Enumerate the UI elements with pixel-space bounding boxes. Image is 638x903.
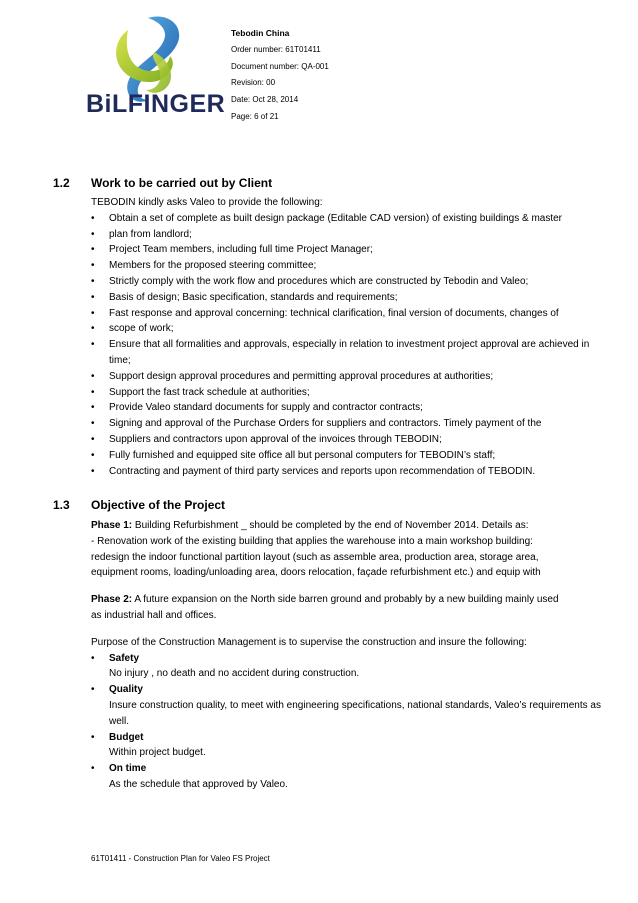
objective-text: Insure construction quality, to meet with engineering specifications, national standards, Valeo’s requirements as well. <box>109 699 601 727</box>
list-item: • Fully furnished and equipped site office all but personal computers for TEBODIN’s staff; <box>91 448 606 464</box>
list-item: • Signing and approval of the Purchase Orders for suppliers and contractors. Timely payment of the <box>91 416 606 432</box>
list-item: • Support design approval procedures and permitting approval procedures at authorities; <box>91 369 606 385</box>
document-header <box>231 25 329 126</box>
list-item: • Members for the proposed steering committee; <box>91 258 606 274</box>
objectives-list <box>91 651 606 793</box>
list-item <box>91 651 606 683</box>
objective-title: • Safety <box>109 652 140 664</box>
list-item: • Strictly comply with the work flow and procedures which are constructed by Tebodin and Valeo; <box>91 274 606 290</box>
section-number: 1.3 <box>53 498 70 512</box>
phase-1-text: Building Refurbishment _ should be completed by the end of November 2014. Details as: <box>132 520 529 531</box>
phase-1-line: - Renovation work of the existing building that applies the warehouse into a main workshop building: <box>91 535 533 547</box>
section-1-3-heading <box>53 498 225 512</box>
objective-text: Within project budget. <box>109 747 206 759</box>
objective-title: • Quality <box>109 684 143 696</box>
list-item: • Fast response and approval concerning: technical clarification, final version of documents, changes of <box>91 306 606 322</box>
section-number: 1.2 <box>53 176 70 190</box>
phase-1-line: redesign the indoor functional partition layout (such as assemble area, production area, storage area, <box>91 551 539 563</box>
list-item <box>91 682 606 729</box>
list-item: • Obtain a set of complete as built design package (Editable CAD version) of existing buildings & master <box>91 211 606 227</box>
list-item: • Contracting and payment of third party services and reports upon recommendation of TEBODIN. <box>91 464 606 480</box>
list-item: • Provide Valeo standard documents for supply and contractor contracts; <box>91 400 606 416</box>
objective-text: As the schedule that approved by Valeo. <box>109 778 288 790</box>
phase-2-line: as industrial hall and offices. <box>91 609 217 621</box>
logo-wordmark: BiLFINGER <box>86 90 226 118</box>
phase-2-label: Phase 2: <box>91 594 133 606</box>
section-title: Objective of the Project <box>91 498 226 512</box>
objective-title: • Budget <box>109 731 144 743</box>
list-item: • Basis of design; Basic specification, standards and requirements; <box>91 290 606 306</box>
phase-1-line: equipment rooms, loading/unloading area, doors relocation, façade refurbishment etc.) and equip with <box>91 567 541 579</box>
date: Date: Oct 28, 2014 <box>231 95 299 105</box>
phase-1-paragraph <box>91 518 606 534</box>
section-title: Work to be carried out by Client <box>91 176 273 190</box>
client-work-list <box>91 211 606 480</box>
list-item: • Ensure that all formalities and approvals, especially in relation to investment project approval are achieved in time; <box>91 337 606 369</box>
page-footer: 61T01411 - Construction Plan for Valeo FS Project <box>91 854 270 863</box>
phase-2-text: A future expansion on the North side barren ground and probably by a new building mainly used <box>132 594 559 606</box>
phase-2-paragraph <box>91 592 606 608</box>
list-item: • Suppliers and contractors upon approval of the invoices through TEBODIN; <box>91 432 606 448</box>
objective-title: • On time <box>109 763 147 775</box>
revision: Revision: 00 <box>231 78 276 88</box>
list-item <box>91 730 606 762</box>
section-1-3-body <box>91 518 606 793</box>
list-item: • Support the fast track schedule at authorities; <box>91 385 606 401</box>
section-1-2-heading <box>53 176 272 190</box>
order-number: Order number: 61T01411 <box>231 44 321 54</box>
intro-text: TEBODIN kindly asks Valeo to provide the following: <box>91 197 323 208</box>
list-item: • plan from landlord; <box>91 227 606 243</box>
list-item: • scope of work; <box>91 321 606 337</box>
phase-1-label: Phase 1: <box>91 520 133 531</box>
purpose-text: Purpose of the Construction Management is to supervise the construction and insure the following: <box>91 636 527 648</box>
document-number: Document number: QA-001 <box>231 61 329 71</box>
objective-text: No injury , no death and no accident during construction. <box>109 668 360 680</box>
list-item: • Project Team members, including full time Project Manager; <box>91 242 606 258</box>
company-name: Tebodin China <box>231 28 290 38</box>
section-1-2-body <box>91 195 606 479</box>
page-number: Page: 6 of 21 <box>231 111 279 121</box>
list-item <box>91 761 606 793</box>
